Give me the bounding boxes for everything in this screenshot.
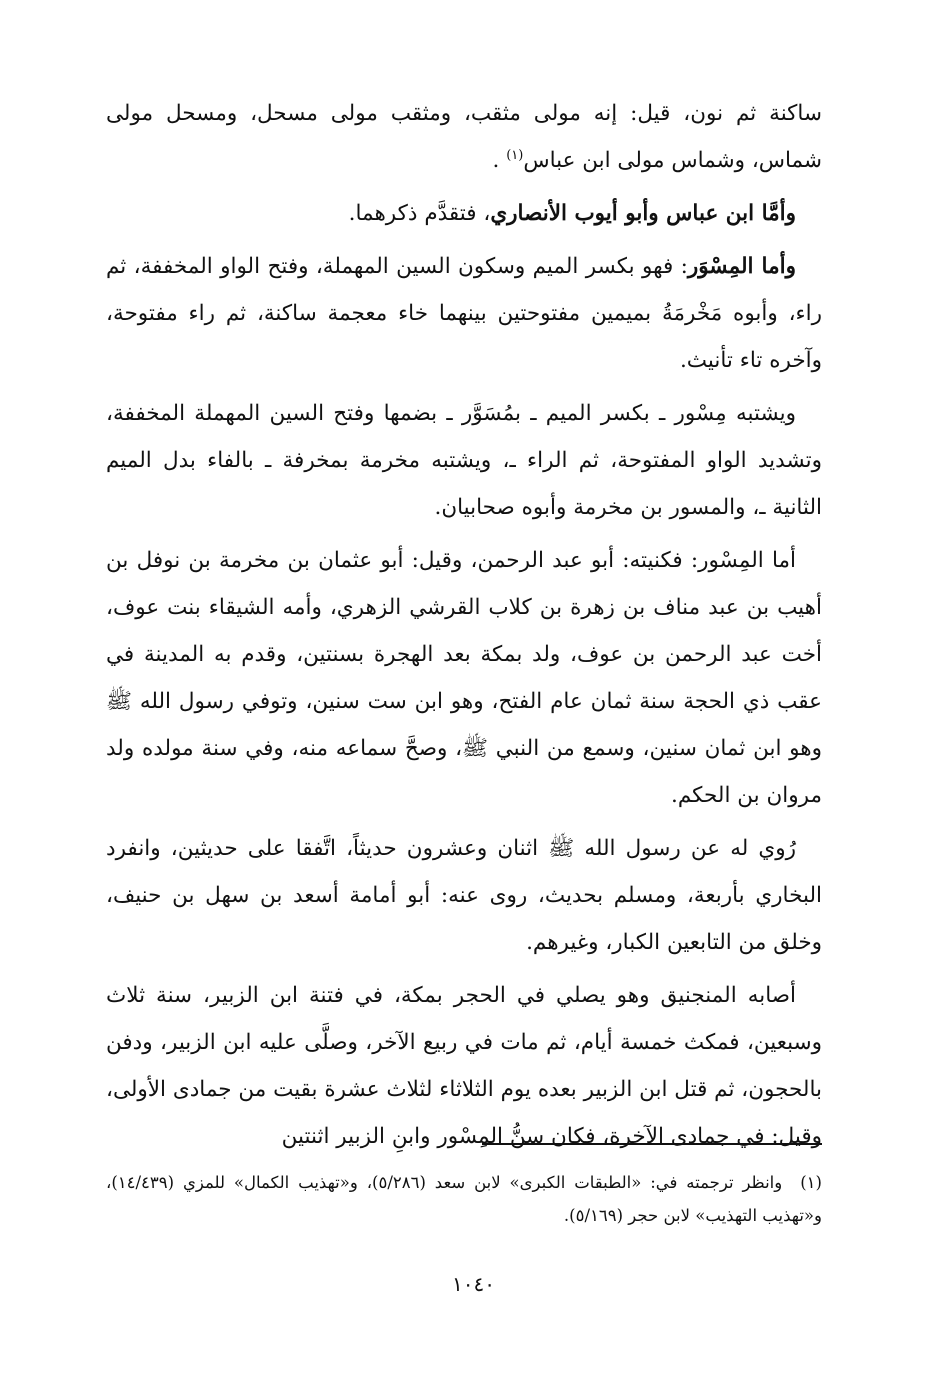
paragraph-4 bbox=[106, 390, 822, 531]
paragraph-6-text: رُوي له عن رسول الله ﷺ اثنان وعشرون حديثاً، اتَّفقا على حديثين، وانفرد البخاري بأربعة، ومسلم بحديث، روى عنه: أبو أمامة أسعد بن سهل بن حنيف، وخلق من التابعين الكبار، وغيرهم. bbox=[106, 836, 822, 955]
footnote-number: (١) bbox=[800, 1173, 822, 1192]
paragraph-3 bbox=[106, 243, 822, 384]
paragraph-6 bbox=[106, 825, 822, 966]
paragraph-5 bbox=[106, 537, 822, 819]
paragraph-7-text: أصابه المنجنيق وهو يصلي في الحجر بمكة، في فتنة ابن الزبير، سنة ثلاث وسبعين، فمكث خمسة أيام، ثم مات في ربيع الآخر، وصلَّى عليه ابن الزبير، ودفن بالحجون، ثم قتل ابن الزبير بعده يوم الثلاثاء لثلاث عشرة بقيت من جمادى الأولى، وقيل: في جمادى الآخرة، فكان سنُّ المِسْور وابنِ الزبير اثنتين bbox=[106, 983, 822, 1149]
paragraph-1-text: ساكنة ثم نون، قيل: إنه مولى مثقب، ومثقب مولى مسحل، ومسحل مولى شماس، وشماس مولى ابن عباس bbox=[106, 101, 822, 173]
paragraph-3-lead: وأما المِسْوَر bbox=[687, 254, 796, 279]
footnote-separator bbox=[482, 1143, 822, 1145]
footnote-text: وانظر ترجمته في: «الطبقات الكبرى» لابن سعد (٥/٢٨٦)، و«تهذيب الكمال» للمزي (١٤/٤٣٩)، و«تهذيب التهذيب» لابن حجر (٥/١٦٩). bbox=[106, 1173, 822, 1225]
main-text bbox=[106, 90, 822, 1166]
footnote bbox=[106, 1166, 822, 1232]
paragraph-7 bbox=[106, 972, 822, 1160]
paragraph-4-text: ويشتبه مِسْور ـ بكسر الميم ـ بمُسَوَّر ـ بضمها وفتح السين المهملة المخففة، وتشديد الواو المفتوحة، ثم الراء ـ، ويشتبه مخرمة بمخرفة ـ بالفاء بدل الميم الثانية ـ، والمسور بن مخرمة وأبوه صحابيان. bbox=[106, 401, 822, 520]
paragraph-2-lead: وأمَّا ابن عباس وأبو أيوب الأنصاري bbox=[490, 201, 796, 226]
paragraph-1-tail: . bbox=[492, 148, 507, 173]
paragraph-2 bbox=[106, 190, 822, 237]
paragraph-1 bbox=[106, 90, 822, 184]
paragraph-5-text: أما المِسْور: فكنيته: أبو عبد الرحمن، وقيل: أبو عثمان بن مخرمة بن نوفل بن أهيب بن عبد مناف بن زهرة بن كلاب القرشي الزهري، وأمه الشيقاء بنت عوف، أخت عبد الرحمن بن عوف، ولد بمكة بعد الهجرة بسنتين، وقدم به المدينة في عقب ذي الحجة سنة ثمان عام الفتح، وهو ابن ست سنين، وتوفي رسول الله ﷺ وهو ابن ثمان سنين، وسمع من النبي ﷺ، وصحَّ سماعه منه، وفي سنة مولده ولد مروان بن الحكم. bbox=[106, 548, 822, 808]
paragraph-2-text: ، فتقدَّم ذكرهما. bbox=[348, 201, 491, 226]
footnote-marker[interactable]: (١) bbox=[506, 147, 524, 163]
page-number: ١٠٤٠ bbox=[452, 1272, 495, 1296]
paragraph-3-text: : فهو بكسر الميم وسكون السين المهملة، وفتح الواو المخففة، ثم راء، وأبوه مَخْرمَةُ بميمين مفتوحتين بينهما خاء معجمة ساكنة، ثم راء مفتوحة، وآخره تاء تأنيث. bbox=[106, 254, 822, 373]
